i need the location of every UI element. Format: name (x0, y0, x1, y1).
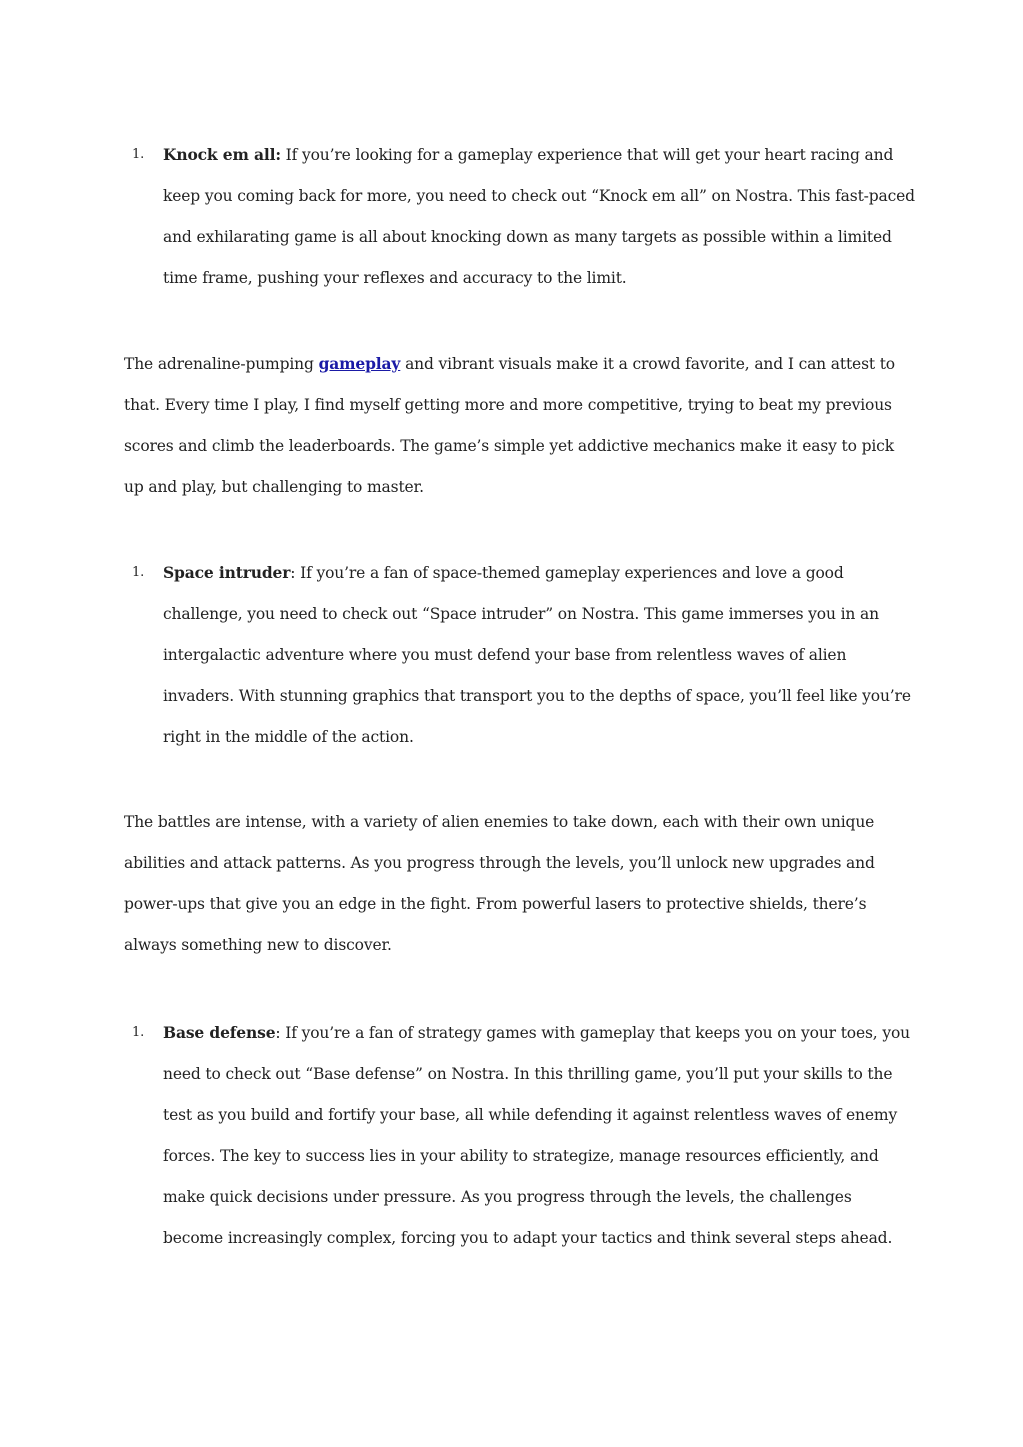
paragraph-battles (124, 802, 914, 966)
item-text: : If you’re a fan of space-themed gameplay experiences and love a good challenge, you need to check out “Space intruder” on Nostra. This game immerses you in an intergalactic adventure where you must defend your base from relentless waves of alien invaders. With stunning graphics that transport you to the depths of space, you’ll feel like you’re right in the middle of the action. (163, 564, 911, 746)
item-title: Knock em all: (163, 145, 281, 164)
paragraph-gameplay (124, 343, 914, 508)
item-title: Base defense (163, 1023, 276, 1042)
gameplay-link[interactable]: gameplay (318, 354, 401, 373)
paragraph-text-after: and vibrant visuals make it a crowd favorite, and I can attest to that. Every time I play, I find myself getting more and more competitive, trying to beat my previous scores and climb the leaderboards. The game’s simple yet addictive mechanics make it easy to pick up and play, but challenging to master. (124, 355, 895, 496)
item-title: Space intruder (163, 563, 291, 582)
item-text: : If you’re a fan of strategy games with gameplay that keeps you on your toes, you need to check out “Base defense” on Nostra. In this thrilling game, you’ll put your skills to the test as you build and fortify your base, all while defending it against relentless waves of enemy forces. The key to success lies in your ability to strategize, manage resources efficiently, and make quick decisions under pressure. As you progress through the levels, the challenges become increasingly complex, forcing you to adapt your tactics and think several steps ahead. (163, 1024, 910, 1247)
paragraph-text-before: The adrenaline-pumping (124, 355, 319, 373)
list-item-base-defense (124, 1012, 915, 1259)
item-text: If you’re looking for a gameplay experience that will get your heart racing and keep you coming back for more, you need to check out “Knock em all” on Nostra. This fast-paced and exhilarating game is all about knocking down as many targets as possible within a limited time frame, pushing your reflexes and accuracy to the limit. (163, 146, 915, 287)
list-item-knock-em-all (124, 134, 915, 299)
list-item-space-intruder (124, 552, 915, 758)
paragraph-text: The battles are intense, with a variety of alien enemies to take down, each with their own unique abilities and attack patterns. As you progress through the levels, you’ll unlock new upgrades and power-ups that give you an edge in the fight. From powerful lasers to protective shields, there’s always something new to discover. (124, 813, 875, 954)
list-number: 1. (132, 565, 145, 580)
list-number: 1. (132, 147, 145, 162)
list-number: 1. (132, 1025, 145, 1040)
